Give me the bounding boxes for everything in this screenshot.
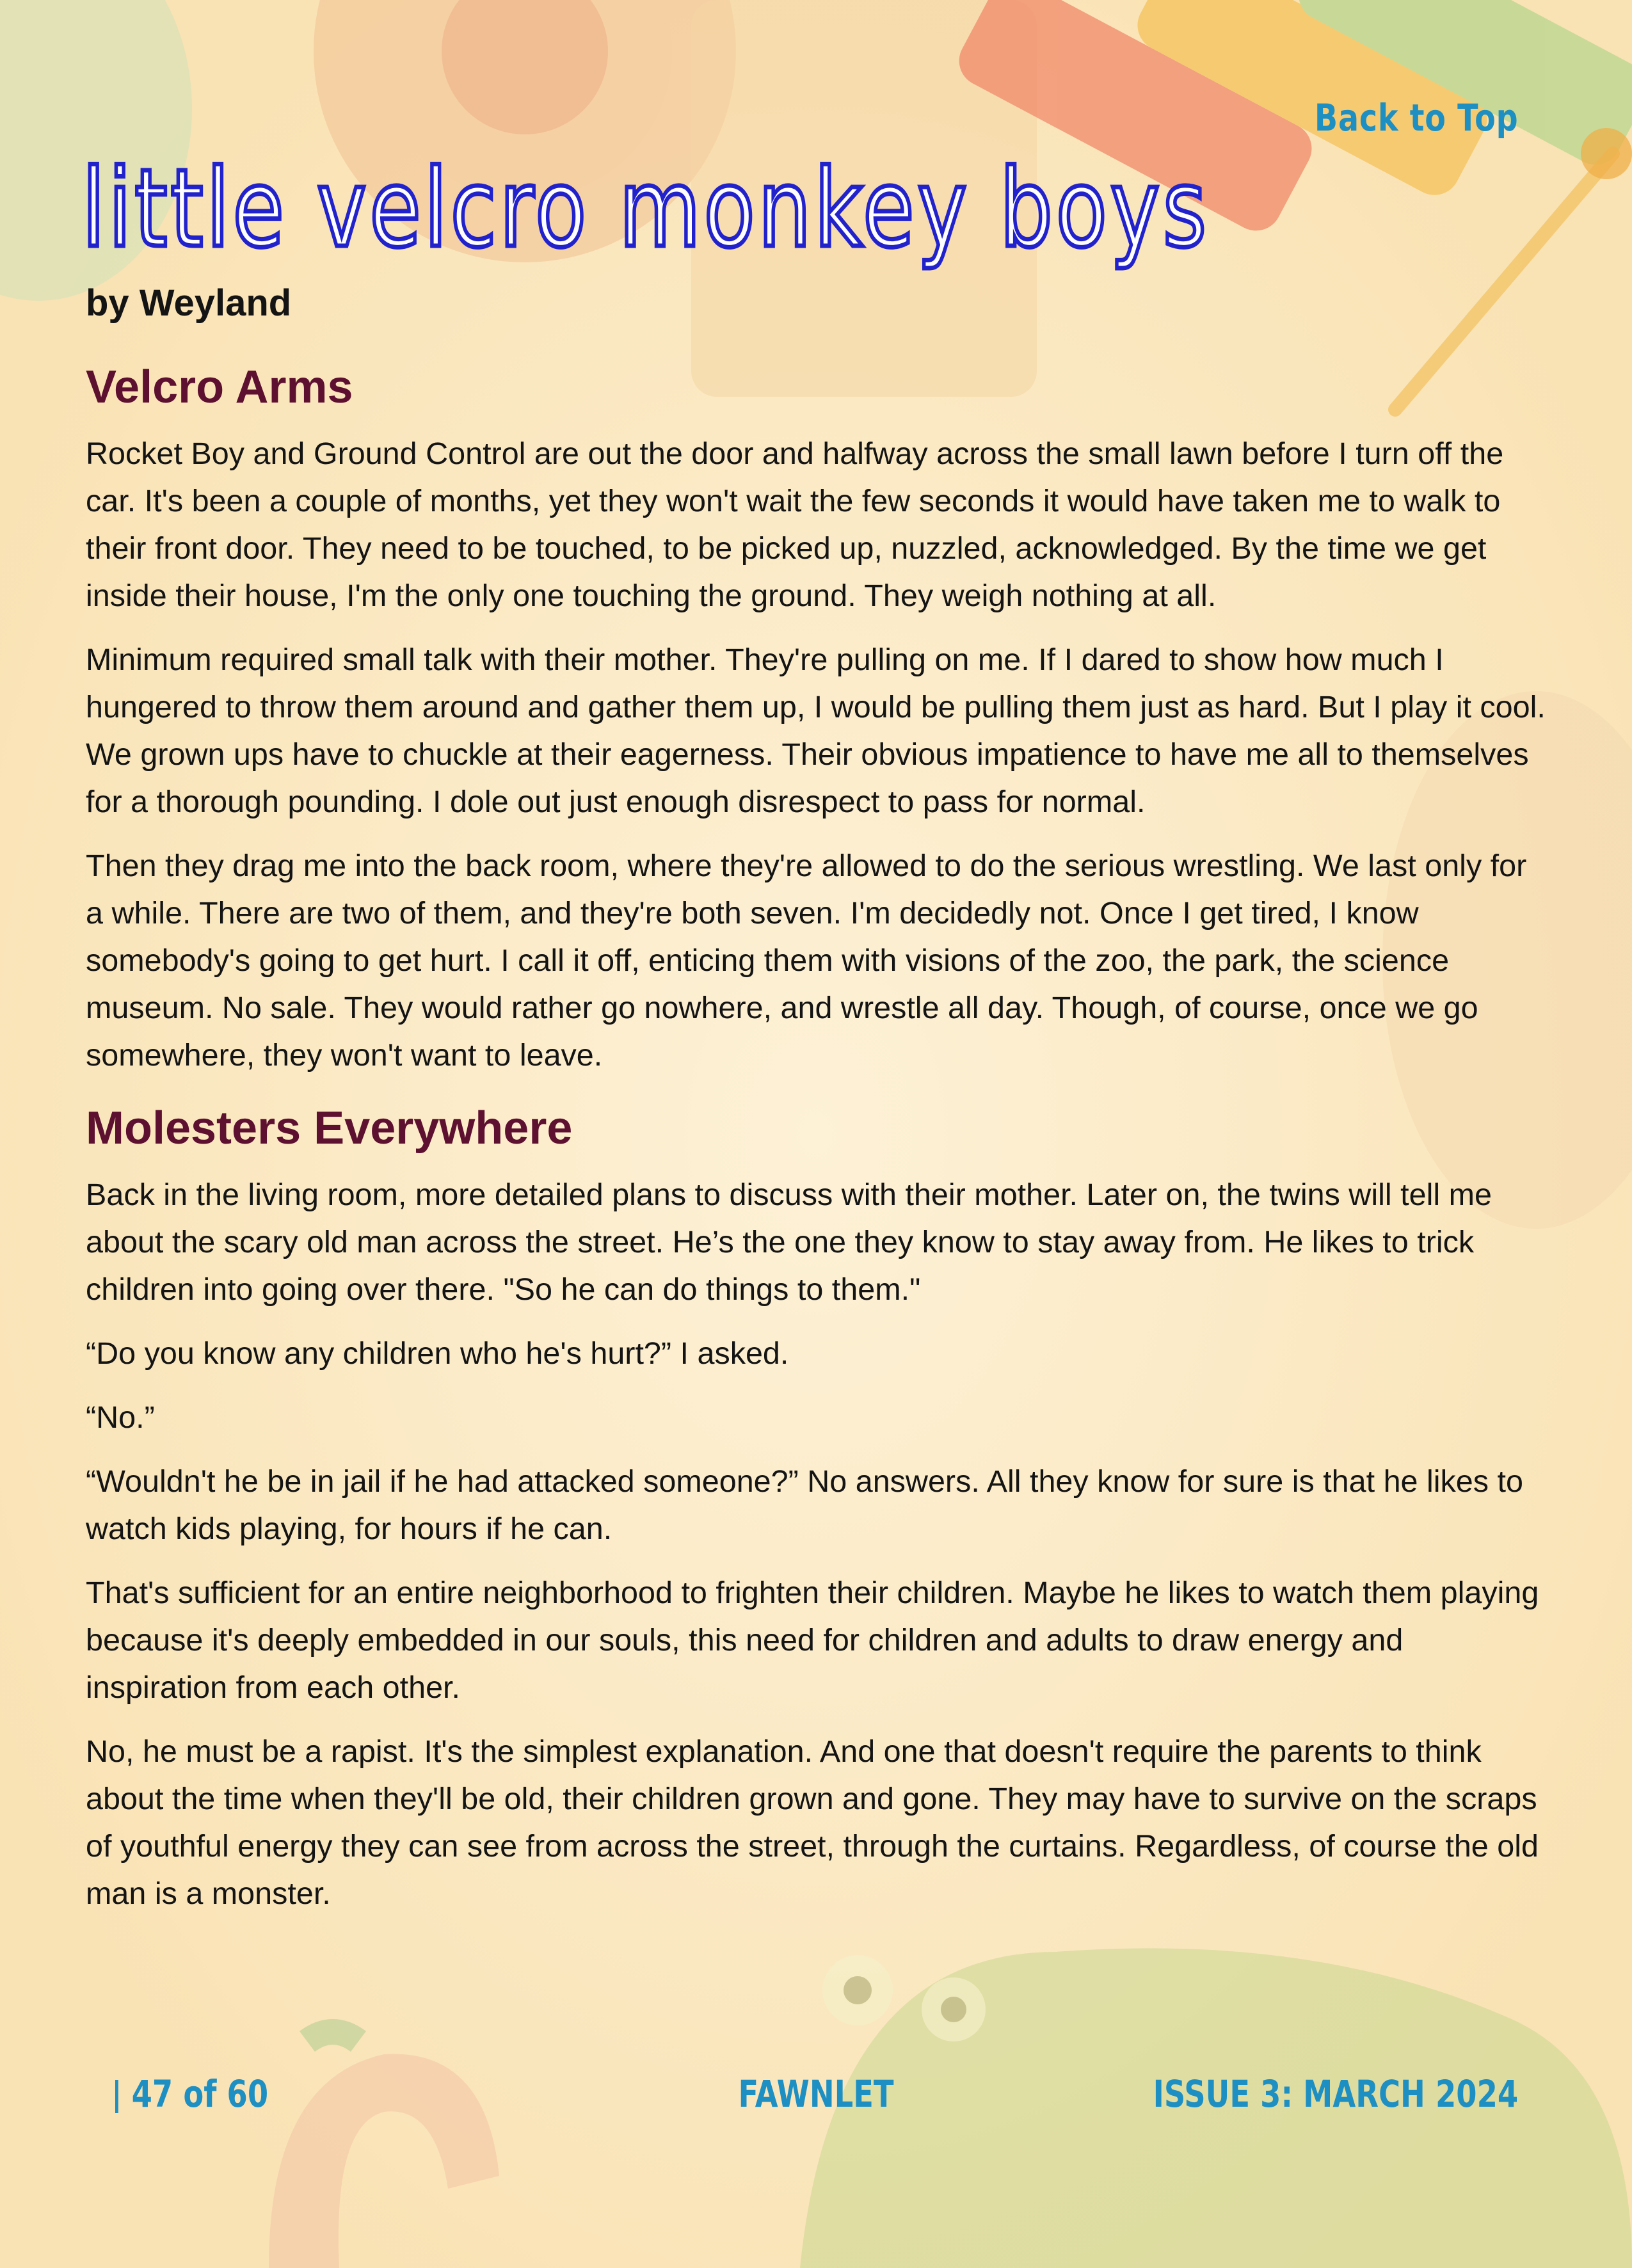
paragraph: That's sufficient for an entire neighborhood to frighten their children. Maybe he likes to watch them playing because it's deeply embedded in our souls, this need for children and adults to draw energy and inspiration from each other.	[86, 1576, 1539, 1705]
back-to-top-link[interactable]: Back to Top	[1314, 96, 1518, 140]
paragraph: Back in the living room, more detailed plans to discuss with their mother. Later on, the twins will tell me about the scary old man across the street. He’s the one they know to stay away from. He likes to trick children into going over there. "So he can do things to them."	[86, 1178, 1492, 1307]
paragraph: “Wouldn't he be in jail if he had attacked someone?” No answers. All they know for sure is that he likes to watch kids playing, for hours if he can.	[86, 1464, 1523, 1546]
paragraph: No, he must be a rapist. It's the simplest explanation. And one that doesn't require the parents to think about the time when they'll be old, their children grown and gone. They may have to survive on the scraps of youthful energy they can see from across the street, through the curtains. Regardless, of course the old man is a monster.	[86, 1734, 1539, 1911]
page-footer	[0, 2072, 1632, 2123]
paragraph: “No.”	[86, 1400, 155, 1435]
section-heading: Molesters Everywhere	[86, 1103, 573, 1154]
publication-name: FAWNLET	[738, 2072, 894, 2116]
article-title: little velcro monkey boys	[82, 146, 1210, 271]
paragraph: Rocket Boy and Ground Control are out the door and halfway across the small lawn before I turn off the car. It's been a couple of months, yet they won't wait the few seconds it would have taken me to walk to their front door. They need to be touched, to be picked up, nuzzled, acknowledged. By the time we get inside their house, I'm the only one touching the ground. They weigh nothing at all.	[86, 436, 1504, 613]
section-velcro-arms	[86, 358, 1551, 1079]
issue-label: ISSUE 3: MARCH 2024	[1153, 2072, 1518, 2116]
paragraph: Minimum required small talk with their mother. They're pulling on me. If I dared to show how much I hungered to throw them around and gather them up, I would be pulling them just as hard. But I play it cool. We grown ups have to chuckle at their eagerness. Their obvious impatience to have me all to themselves for a thorough pounding. I dole out just enough disrespect to pass for normal.	[86, 643, 1546, 819]
article-body	[86, 358, 1551, 1934]
paragraph: “Do you know any children who he's hurt?” I asked.	[86, 1336, 789, 1371]
page-number-text: 47 of 60	[131, 2072, 269, 2116]
paragraph: Then they drag me into the back room, where they're allowed to do the serious wrestling. We last only for a while. There are two of them, and they're both seven. I'm decidedly not. Once I get tired, I know somebody's going to get hurt. I call it off, enticing them with visions of the zoo, the park, the science museum. No sale. They would rather go nowhere, and wrestle all day. Though, of course, once we go somewhere, they won't want to leave.	[86, 849, 1527, 1073]
article-byline: by Weyland	[86, 282, 292, 324]
divider-bar	[115, 2080, 118, 2113]
section-heading: Velcro Arms	[86, 362, 353, 413]
section-molesters-everywhere	[86, 1099, 1551, 1917]
